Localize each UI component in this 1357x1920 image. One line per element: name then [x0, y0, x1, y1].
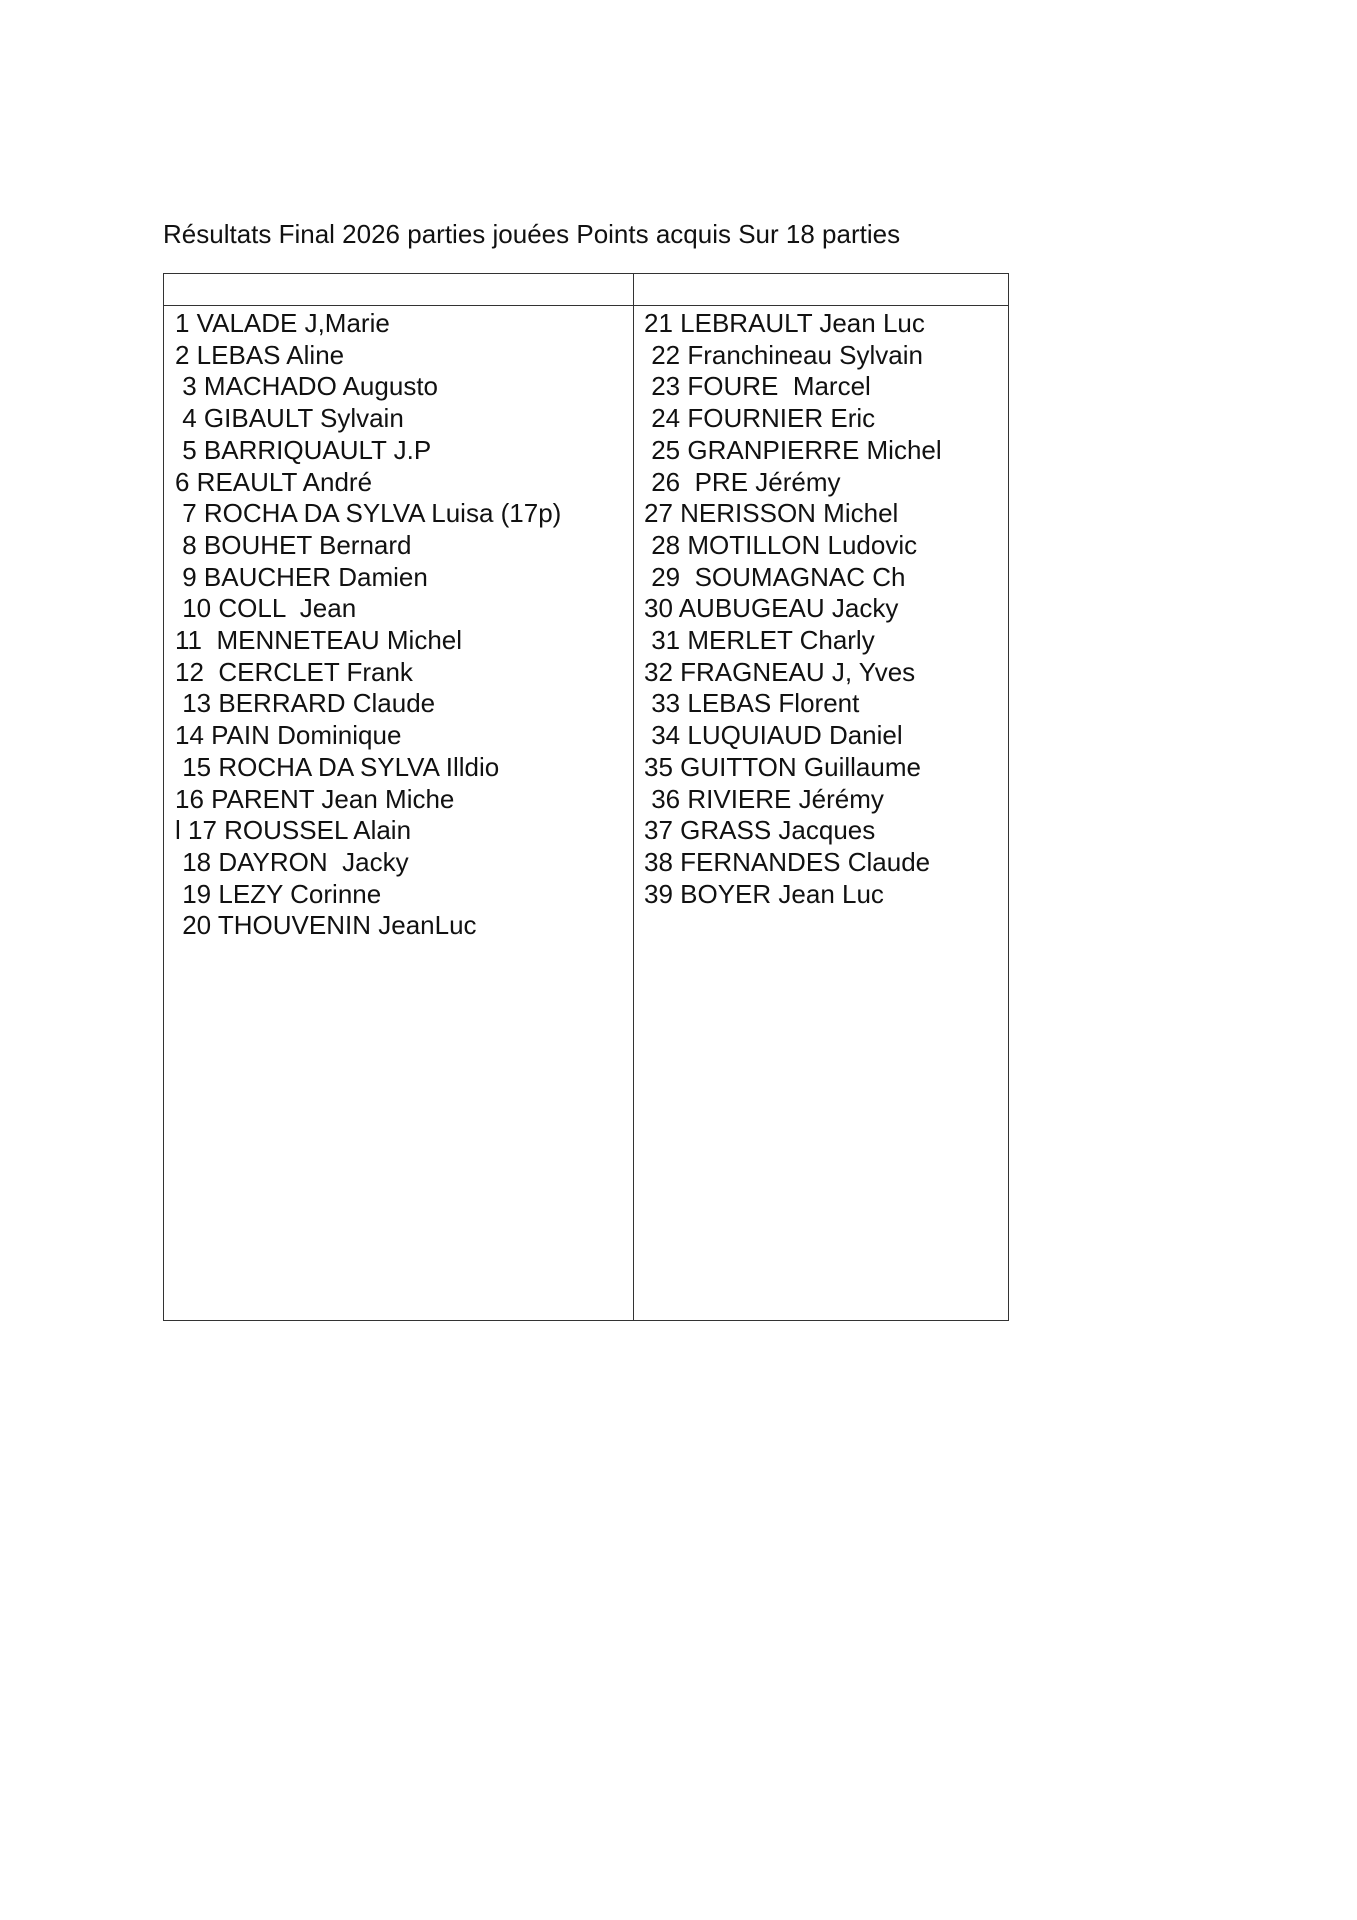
result-entry: 9 BAUCHER Damien [175, 561, 428, 592]
left-column-cell [164, 306, 634, 1321]
header-cell-left [164, 274, 634, 306]
document-title: Résultats Final 2026 parties jouées Points acquis Sur 18 parties [163, 219, 901, 249]
right-column-cell [634, 306, 1009, 1321]
result-entry: 16 PARENT Jean Miche [175, 783, 455, 814]
result-entry: 13 BERRARD Claude [175, 688, 436, 719]
result-entry: 12 CERCLET Frank [175, 656, 413, 687]
result-entry: 24 FOURNIER Eric [644, 403, 876, 434]
result-entry: 25 GRANPIERRE Michel [644, 434, 942, 465]
result-entry: 18 DAYRON Jacky [175, 846, 409, 877]
result-entry: 21 LEBRAULT Jean Luc [644, 308, 925, 338]
left-results-list [164, 306, 633, 942]
result-entry: 30 AUBUGEAU Jacky [644, 593, 899, 624]
result-entry: 20 THOUVENIN JeanLuc [175, 910, 477, 941]
result-entry: 35 GUITTON Guillaume [644, 751, 921, 782]
result-entry: 2 LEBAS Aline [175, 339, 345, 370]
result-entry: 15 ROCHA DA SYLVA Illdio [175, 751, 500, 782]
result-entry: 10 COLL Jean [175, 593, 357, 624]
right-results-list [634, 306, 1008, 910]
result-entry: 29 SOUMAGNAC Ch [644, 561, 906, 592]
result-entry: 5 BARRIQUAULT J.P [175, 434, 432, 465]
result-entry: 33 LEBAS Florent [644, 688, 860, 719]
result-entry: 22 Franchineau Sylvain [644, 339, 923, 370]
result-entry: 1 VALADE J,Marie [175, 308, 390, 338]
result-entry: 8 BOUHET Bernard [175, 529, 412, 560]
table-header-row [164, 274, 1009, 306]
result-entry: 19 LEZY Corinne [175, 878, 382, 909]
result-entry: 4 GIBAULT Sylvain [175, 403, 404, 434]
result-entry: 11 MENNETEAU Michel [175, 625, 463, 656]
result-entry: 7 ROCHA DA SYLVA Luisa (17p) [175, 498, 562, 529]
header-cell-right [634, 274, 1009, 306]
result-entry: 26 PRE Jérémy [644, 466, 841, 497]
result-entry: 39 BOYER Jean Luc [644, 878, 884, 909]
result-entry: 3 MACHADO Augusto [175, 371, 438, 402]
table-body-row [164, 306, 1009, 1321]
result-entry: 27 NERISSON Michel [644, 498, 899, 529]
result-entry: 38 FERNANDES Claude [644, 846, 931, 877]
result-entry: 14 PAIN Dominique [175, 720, 402, 751]
result-entry: 31 MERLET Charly [644, 625, 875, 656]
result-entry: 23 FOURE Marcel [644, 371, 871, 402]
result-entry: 34 LUQUIAUD Daniel [644, 720, 903, 751]
result-entry: 32 FRAGNEAU J, Yves [644, 656, 916, 687]
result-entry: 37 GRASS Jacques [644, 815, 876, 846]
result-entry: 6 REAULT André [175, 466, 373, 497]
result-entry: l 17 ROUSSEL Alain [175, 815, 412, 846]
results-table [163, 273, 1009, 1321]
result-entry: 36 RIVIERE Jérémy [644, 783, 884, 814]
result-entry: 28 MOTILLON Ludovic [644, 529, 918, 560]
